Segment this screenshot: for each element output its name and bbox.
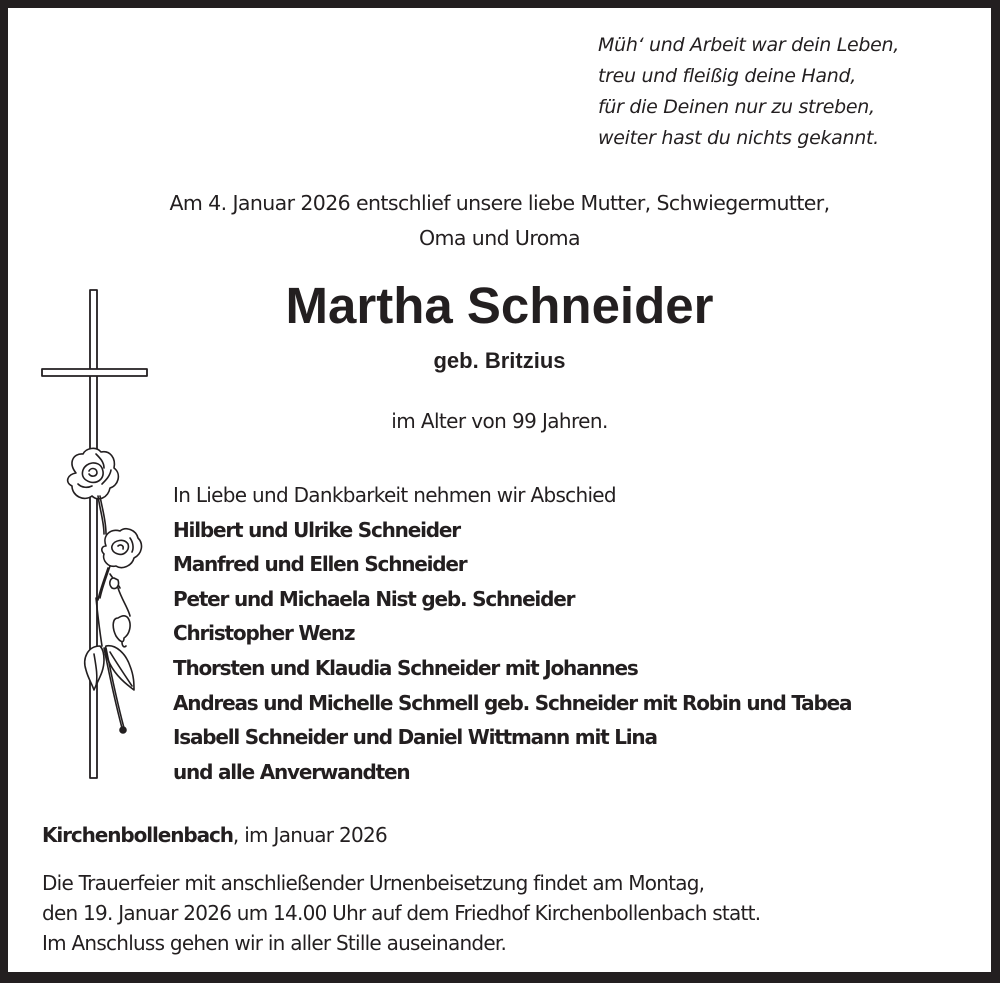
obituary-notice [8, 8, 991, 972]
announcement-line: Am 4. Januar 2026 entschlief unsere liebe Mutter, Schwiegermutter, [169, 191, 830, 215]
poem-line: Müh‘ und Arbeit war dein Leben, [598, 34, 900, 56]
mourners-intro: In Liebe und Dankbarkeit nehmen wir Abschied [173, 483, 616, 507]
maiden-name: geb. Britzius [433, 348, 566, 373]
place-date [42, 820, 387, 850]
poem-line: weiter hast du nichts gekannt. [598, 127, 879, 149]
mourner-name: Manfred und Ellen Schneider [173, 552, 467, 577]
age-text: im Alter von 99 Jahren. [391, 409, 608, 433]
service-line: den 19. Januar 2026 um 14.00 Uhr auf dem Friedhof Kirchenbollenbach statt. [42, 901, 761, 925]
mourner-name: Isabell Schneider und Daniel Wittmann mit Lina [173, 725, 657, 750]
mourners-block [173, 478, 851, 789]
announcement-line: Oma und Uroma [419, 226, 580, 250]
mourner-name: Thorsten und Klaudia Schneider mit Johannes [173, 655, 638, 680]
mourner-name: Peter und Michaela Nist geb. Schneider [173, 586, 575, 611]
announcement [8, 186, 991, 256]
poem-line: für die Deinen nur zu streben, [598, 96, 875, 118]
mourner-name: Christopher Wenz [173, 621, 355, 646]
place-name: Kirchenbollenbach [42, 823, 233, 847]
service-info [42, 868, 760, 958]
poem [598, 30, 899, 154]
cross-with-roses-icon [38, 288, 168, 793]
mourner-name: Andreas und Michelle Schmell geb. Schneider mit Robin und Tabea [173, 690, 852, 715]
service-line: Im Anschluss gehen wir in aller Stille auseinander. [42, 931, 507, 955]
poem-line: treu und fleißig deine Hand, [598, 65, 856, 87]
service-line: Die Trauerfeier mit anschließender Urnenbeisetzung findet am Montag, [42, 871, 705, 895]
date-text: , im Januar 2026 [232, 823, 388, 847]
deceased-name: Martha Schneider [285, 277, 714, 334]
mourner-name: und alle Anverwandten [173, 759, 410, 784]
mourner-name: Hilbert und Ulrike Schneider [173, 517, 460, 542]
